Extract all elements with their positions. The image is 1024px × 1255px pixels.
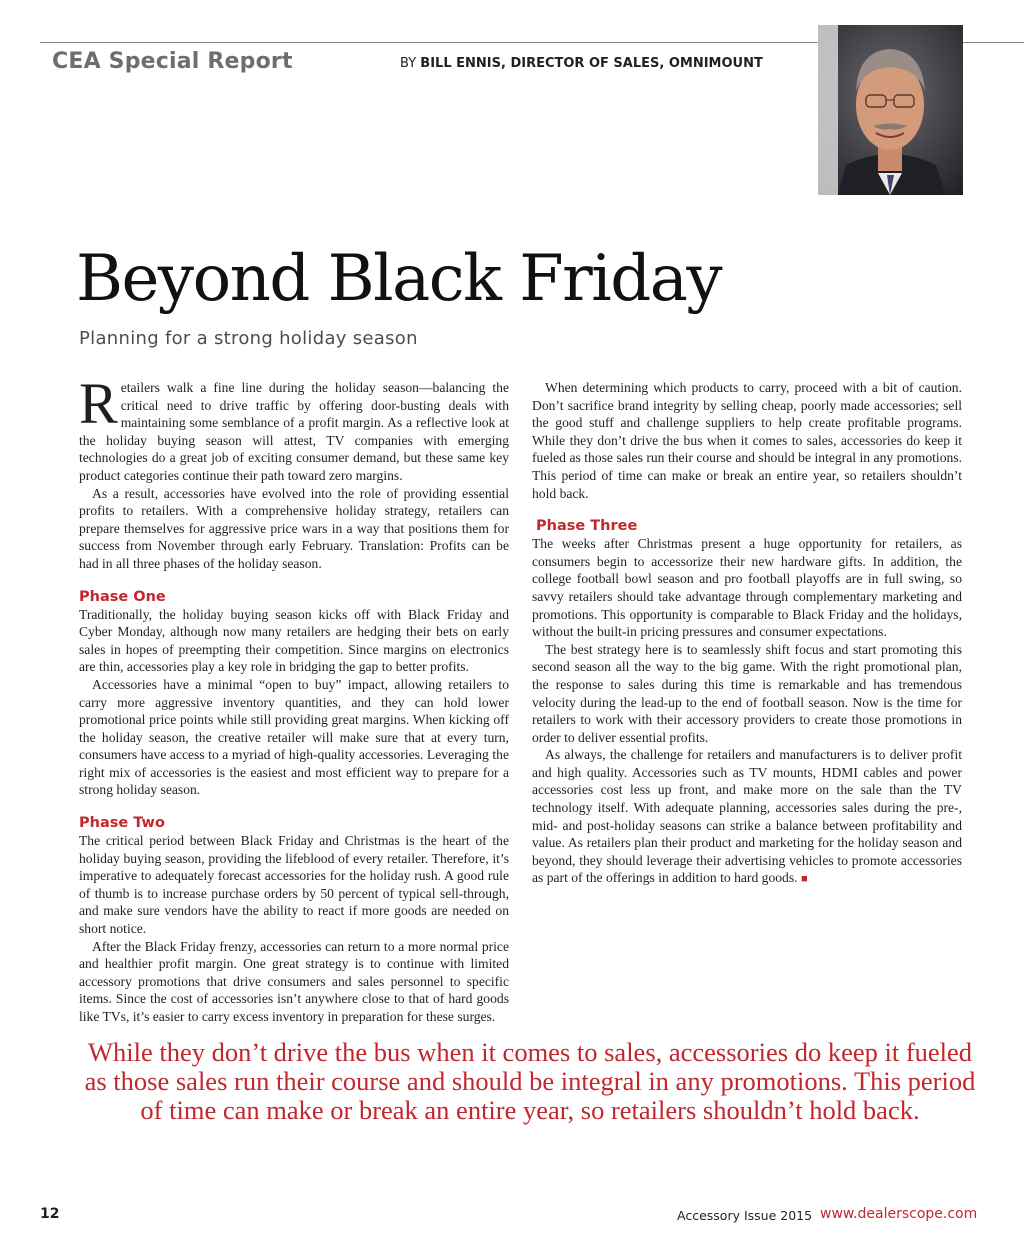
intro-paragraph-1-text: etailers walk a fine line during the holiday season—balancing the critical need to drive traffic by offering door-busting deals with maintaining some semblance of a profit margin. As a reflective look at the holiday buying season will attest, TV companies with emerging technologies do a great job of exciting consumer demand, but these same key product categories continue their path toward zero margins. bbox=[79, 380, 509, 483]
issue-label: Accessory Issue 2015 bbox=[677, 1208, 813, 1223]
phase-three-paragraph-2: The best strategy here is to seamlessly shift focus and start promoting this second season all the way to the big game. With the right promotional plan, the response to sales during this time is remarkable and has tremendous velocity during the lead-up to the end of football season. Now is the time for retailers to work with their accessory providers to create those promotions in order to deliver essential profits. bbox=[532, 641, 962, 745]
intro-paragraph-2: As a result, accessories have evolved into the role of providing essential profits to retailers. With a comprehensive holiday strategy, retailers can prepare themselves for aggressive price wars in a way that positions them for success from November through early February. Translation: Profits can be had in all three phases of the holiday season. bbox=[79, 485, 509, 571]
phase-three-heading: Phase Three bbox=[536, 518, 638, 535]
page-number: 12 bbox=[40, 1206, 60, 1222]
author-portrait-illustration bbox=[818, 25, 963, 195]
phase-three-paragraph-3-text: As always, the challenge for retailers and manufacturers is to deliver profit and high quality. Accessories such as TV mounts, HDMI cables and power accessories cost less up front, and make more on the sale than the TV technology itself. With adequate planning, accessories sales during the pre-, mid- and post-holiday seasons can strike a balance between profitability and value. As retailers plan their product and marketing for the holiday season and beyond, they should leverage their advertising vehicles to promote accessories as part of the offerings in addition to hard goods. bbox=[532, 747, 962, 886]
phase-three-paragraph-3 bbox=[532, 746, 962, 889]
article-subtitle: Planning for a strong holiday season bbox=[79, 328, 418, 349]
byline-prefix: BY bbox=[400, 56, 417, 71]
pull-quote: While they don’t drive the bus when it comes to sales, accessories do keep it fueled as those sales run their course and should be integral in any promotions. This period of time can make or break an entire year, so retailers shouldn’t hold back. bbox=[84, 1037, 976, 1125]
website-link[interactable]: www.dealerscope.com bbox=[820, 1206, 978, 1222]
drop-cap: R bbox=[79, 371, 118, 436]
section-label: CEA Special Report bbox=[52, 49, 293, 74]
end-mark-icon: ■ bbox=[800, 873, 808, 886]
article-column-right bbox=[532, 379, 962, 889]
byline-name: BILL ENNIS, DIRECTOR OF SALES, OMNIMOUNT bbox=[420, 56, 763, 71]
phase-two-paragraph-3: When determining which products to carry, proceed with a bit of caution. Don’t sacrifice brand integrity by selling cheap, poorly made accessories; sell the good stuff and challenge suppliers to help create profitable programs. While they don’t drive the bus when it comes to sales, accessories do keep it fueled as those sales run their course and should be integral in any promotions. This period of time can make or break an entire year, so retailers shouldn’t hold back. bbox=[532, 380, 962, 501]
phase-one-paragraph-1: Traditionally, the holiday buying season kicks off with Black Friday and Cyber Monday, although now many retailers are hedging their bets on early sales in hopes of preempting their competition. Since margins on electronics are thin, accessories play a key role in bridging the gap to better profits. bbox=[79, 606, 509, 675]
article-column-left bbox=[79, 371, 509, 1026]
phase-two-paragraph-1: The critical period between Black Friday and Christmas is the heart of the holiday buying season, providing the lifeblood of every retailer. Therefore, it’s imperative to adequately forecast accessories for the holiday rush. A good rule of thumb is to increase purchase orders by 50 percent of typical sell-through, and make sure vendors have the ability to react if more goods are needed on short notice. bbox=[79, 833, 509, 937]
phase-one-paragraph-2: Accessories have a minimal “open to buy” impact, allowing retailers to carry more aggressive inventory quantities, and they can hold lower promotional price points while still providing great margins. When kicking off the holiday season, the creative retailer will make sure that at every turn, consumers have access to a myriad of high-quality accessories. Leveraging the right mix of accessories is the easiest and most efficient way to prepare for a strong holiday season. bbox=[79, 676, 509, 798]
intro-paragraph-1 bbox=[79, 371, 509, 485]
article-title: Beyond Black Friday bbox=[76, 242, 721, 316]
author-photo bbox=[818, 25, 963, 195]
phase-two-paragraph-2: After the Black Friday frenzy, accessories can return to a more normal price and healthier profit margin. One great strategy is to continue with limited accessory promotions that drive consumers and sales personnel to specific items. Since the cost of accessories isn’t anywhere close to that of hard goods like TVs, it’s easier to carry excess inventory in preparation for these surges. bbox=[79, 938, 509, 1024]
phase-one-heading: Phase One bbox=[79, 588, 166, 605]
phase-three-paragraph-1: The weeks after Christmas present a huge opportunity for retailers, as consumers begin to accessorize their new hardware gifts. In addition, the college football bowl season and pro football playoffs are in full swing, so savvy retailers should take advantage through complementary marketing and promotions. This opportunity is comparable to Black Friday and the holidays, without the built-in pricing pressures and consumer expectations. bbox=[532, 536, 962, 640]
phase-two-heading: Phase Two bbox=[79, 815, 165, 832]
byline bbox=[400, 56, 763, 71]
